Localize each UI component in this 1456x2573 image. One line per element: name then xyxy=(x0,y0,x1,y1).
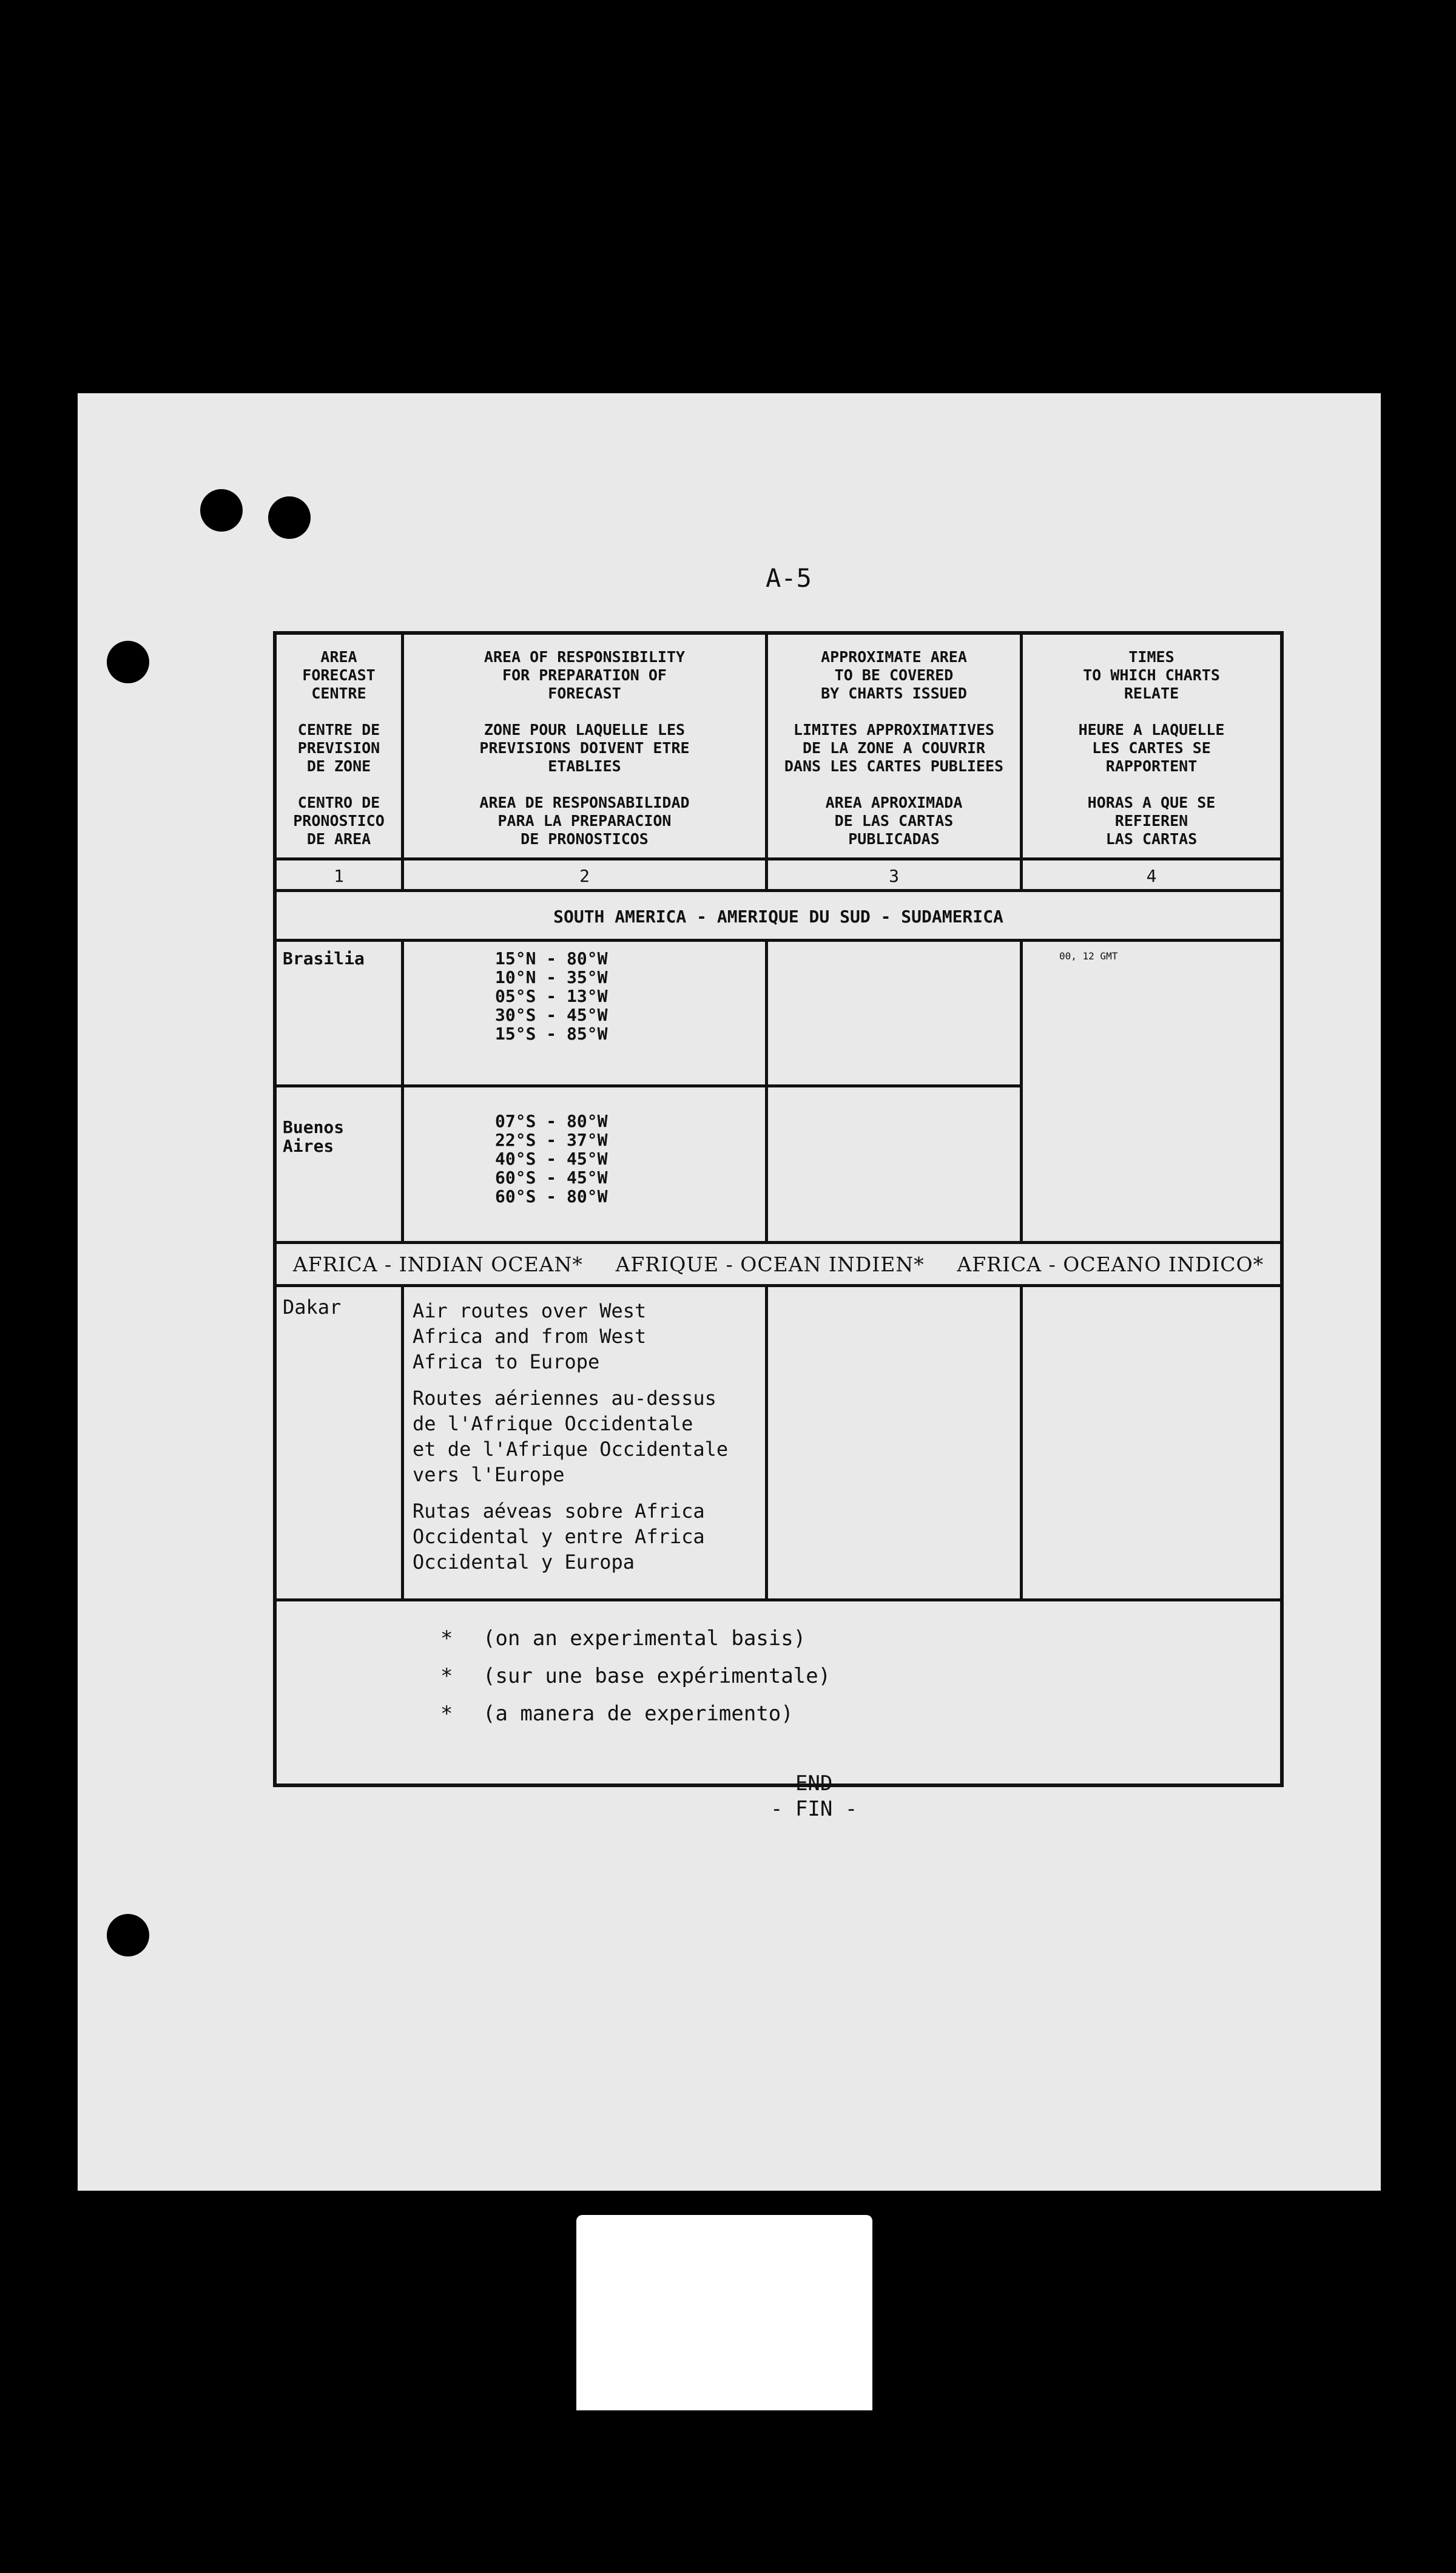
footnote xyxy=(440,1695,1280,1733)
forecast-centres-table xyxy=(273,631,1284,1787)
footnote-text: (on an experimental basis) xyxy=(483,1626,806,1651)
header-column-2 xyxy=(404,635,768,860)
header-text-fr: CENTRE DE PREVISION DE ZONE xyxy=(297,721,380,775)
section-title-es: AFRICA - OCEANO INDICO* xyxy=(957,1252,1264,1276)
column-number: 2 xyxy=(404,860,768,892)
header-text-fr: ZONE POUR LAQUELLE LES PREVISIONS DOIVENT ETRE ETABLIES xyxy=(479,721,690,775)
punch-hole-top-right xyxy=(268,496,311,539)
footnote-mark: * xyxy=(440,1702,453,1726)
header-column-1 xyxy=(277,635,404,860)
footnote xyxy=(440,1620,1280,1657)
station-name: Dakar xyxy=(277,1287,404,1601)
station-name: Brasilia xyxy=(277,942,404,1087)
area-coordinates: 15°N - 80°W 10°N - 35°W 05°S - 13°W 30°S - 45°W 15°S - 85°W xyxy=(404,942,768,1087)
area-description-es: Rutas aéveas sobre Africa Occidental y entre Africa Occidental y Europa xyxy=(413,1500,705,1574)
page-number: A-5 xyxy=(766,563,812,593)
header-column-3 xyxy=(768,635,1023,860)
header-text-en: APPROXIMATE AREA TO BE COVERED BY CHARTS ISSUED xyxy=(821,648,967,702)
column-number: 3 xyxy=(768,860,1023,892)
section-title-fr: AFRIQUE - OCEAN INDIEN* xyxy=(615,1252,925,1276)
header-text-en: AREA FORECAST CENTRE xyxy=(302,648,376,702)
footnote-text: (sur une base expérimentale) xyxy=(483,1664,831,1688)
column-number: 4 xyxy=(1023,860,1280,892)
punch-hole-top-left xyxy=(200,489,243,532)
chart-times-cell xyxy=(1023,1287,1280,1601)
header-text-fr: HEURE A LAQUELLE LES CARTES SE RAPPORTENT xyxy=(1078,721,1225,775)
south-america-rows xyxy=(277,942,1280,1244)
column-number: 1 xyxy=(277,860,404,892)
table-header-row xyxy=(277,635,1280,860)
table-row xyxy=(277,1287,1280,1601)
chart-times: 00, 12 GMT xyxy=(1023,942,1280,1244)
header-text-es: CENTRO DE PRONOSTICO DE AREA xyxy=(293,794,385,848)
section-row-africa xyxy=(277,1244,1280,1287)
fin-text: - FIN - xyxy=(770,1797,858,1821)
section-title-en: AFRICA - INDIAN OCEAN* xyxy=(292,1252,583,1276)
punch-hole-upper-margin xyxy=(107,641,149,683)
header-text-en: AREA OF RESPONSIBILITY FOR PREPARATION OF FORECAST xyxy=(484,648,686,702)
table-row xyxy=(277,1087,1023,1244)
area-description-en: Air routes over West Africa and from West Africa to Europe xyxy=(413,1299,647,1373)
header-text-fr: LIMITES APPROXIMATIVES DE LA ZONE A COUVRIR DANS LES CARTES PUBLIEES xyxy=(784,721,1004,775)
end-text: - END - xyxy=(770,1771,858,1796)
header-text-en: TIMES TO WHICH CHARTS RELATE xyxy=(1083,648,1220,702)
punch-hole-lower-margin xyxy=(107,1914,149,1956)
area-coordinates: 07°S - 80°W 22°S - 37°W 40°S - 45°W 60°S - 45°W 60°S - 80°W xyxy=(404,1087,768,1244)
chart-area-cell xyxy=(768,942,1023,1087)
footnote-text: (a manera de experimento) xyxy=(483,1702,794,1726)
south-america-left-cells xyxy=(277,942,1023,1244)
column-number-row xyxy=(277,860,1280,892)
blank-target-card xyxy=(576,2215,872,2410)
section-title: SOUTH AMERICA - AMERIQUE DU SUD - SUDAMERICA xyxy=(277,892,1280,942)
footnote-mark: * xyxy=(440,1664,453,1688)
footnotes xyxy=(277,1601,1280,1784)
station-name: Buenos Aires xyxy=(277,1087,404,1244)
header-text-es: AREA DE RESPONSABILIDAD PARA LA PREPARACION DE PRONOSTICOS xyxy=(479,794,690,848)
end-marker xyxy=(770,1771,857,1822)
area-description xyxy=(404,1287,768,1601)
chart-area-cell xyxy=(768,1287,1023,1601)
table-row xyxy=(277,942,1023,1087)
section-row-south-america xyxy=(277,892,1280,942)
header-text-es: AREA APROXIMADA DE LAS CARTAS PUBLICADAS xyxy=(825,794,963,848)
chart-area-cell xyxy=(768,1087,1023,1244)
footnote xyxy=(440,1657,1280,1695)
footnote-mark: * xyxy=(440,1626,453,1651)
header-column-4 xyxy=(1023,635,1280,860)
header-text-es: HORAS A QUE SE REFIEREN LAS CARTAS xyxy=(1087,794,1216,848)
area-description-fr: Routes aériennes au-dessus de l'Afrique Occidentale et de l'Afrique Occidentale vers l'Europe xyxy=(413,1387,729,1486)
